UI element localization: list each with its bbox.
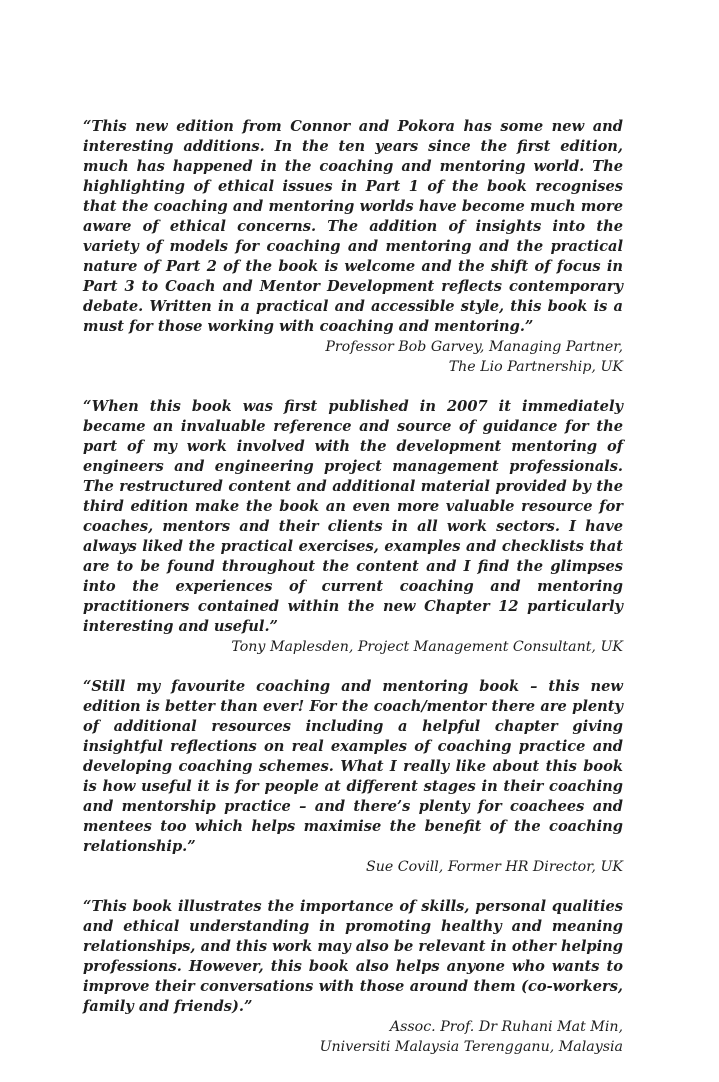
endorsement-block	[83, 397, 623, 657]
endorsement-quote: “When this book was first published in 2007 it immediately became an invaluable reference and source of guidance for the part of my work involved with the development mentoring of engineers and engineering project management professionals. The restructured content and additional material provided by the third edition make the book an even more valuable resource for coaches, mentors and their clients in all work sectors. I have always liked the practical exercises, examples and checklists that are to be found throughout the content and I find the glimpses into the experiences of current coaching and mentoring practitioners contained within the new Chapter 12 particularly interesting and useful.”	[83, 398, 623, 635]
endorsement-quote: “This new edition from Connor and Pokora has some new and interesting additions. In the ten years since the first edition, much has happened in the coaching and mentoring world. The highlighting of ethical issues in Part 1 of the book recognises that the coaching and mentoring worlds have become much more aware of ethical concerns. The addition of insights into the variety of models for coaching and mentoring and the practical nature of Part 2 of the book is welcome and the shift of focus in Part 3 to Coach and Mentor Development reflects contemporary debate. Written in a practical and accessible style, this book is a must for those working with coaching and mentoring.”	[83, 118, 623, 335]
endorsement-block	[83, 117, 623, 377]
endorsement-attribution	[83, 337, 623, 377]
attribution-line: Professor Bob Garvey, Managing Partner,	[325, 339, 623, 355]
endorsement-block	[83, 897, 623, 1057]
attribution-line: Tony Maplesden, Project Management Consultant, UK	[231, 639, 623, 655]
attribution-line: Universiti Malaysia Terengganu, Malaysia	[319, 1039, 623, 1055]
endorsement-quote: “This book illustrates the importance of skills, personal qualities and ethical understanding in promoting healthy and meaning relationships, and this work may also be relevant in other helping professions. However, this book also helps anyone who wants to improve their conversations with those around them (co-workers, family and friends).”	[83, 898, 623, 1015]
endorsement-attribution	[83, 857, 623, 877]
endorsement-block	[83, 677, 623, 877]
attribution-line: Sue Covill, Former HR Director, UK	[366, 859, 623, 875]
attribution-line: Assoc. Prof. Dr Ruhani Mat Min,	[389, 1019, 623, 1035]
endorsement-quote: “Still my favourite coaching and mentoring book – this new edition is better than ever! For the coach/mentor there are plenty of additional resources including a helpful chapter giving insightful reflections on real examples of coaching practice and developing coaching schemes. What I really like about this book is how useful it is for people at different stages in their coaching and mentorship practice – and there’s plenty for coachees and mentees too which helps maximise the benefit of the coaching relationship.”	[83, 678, 623, 855]
endorsement-attribution	[83, 1017, 623, 1057]
attribution-line: The Lio Partnership, UK	[448, 359, 623, 375]
endorsement-attribution	[83, 637, 623, 657]
endorsements-page	[83, 117, 623, 1077]
